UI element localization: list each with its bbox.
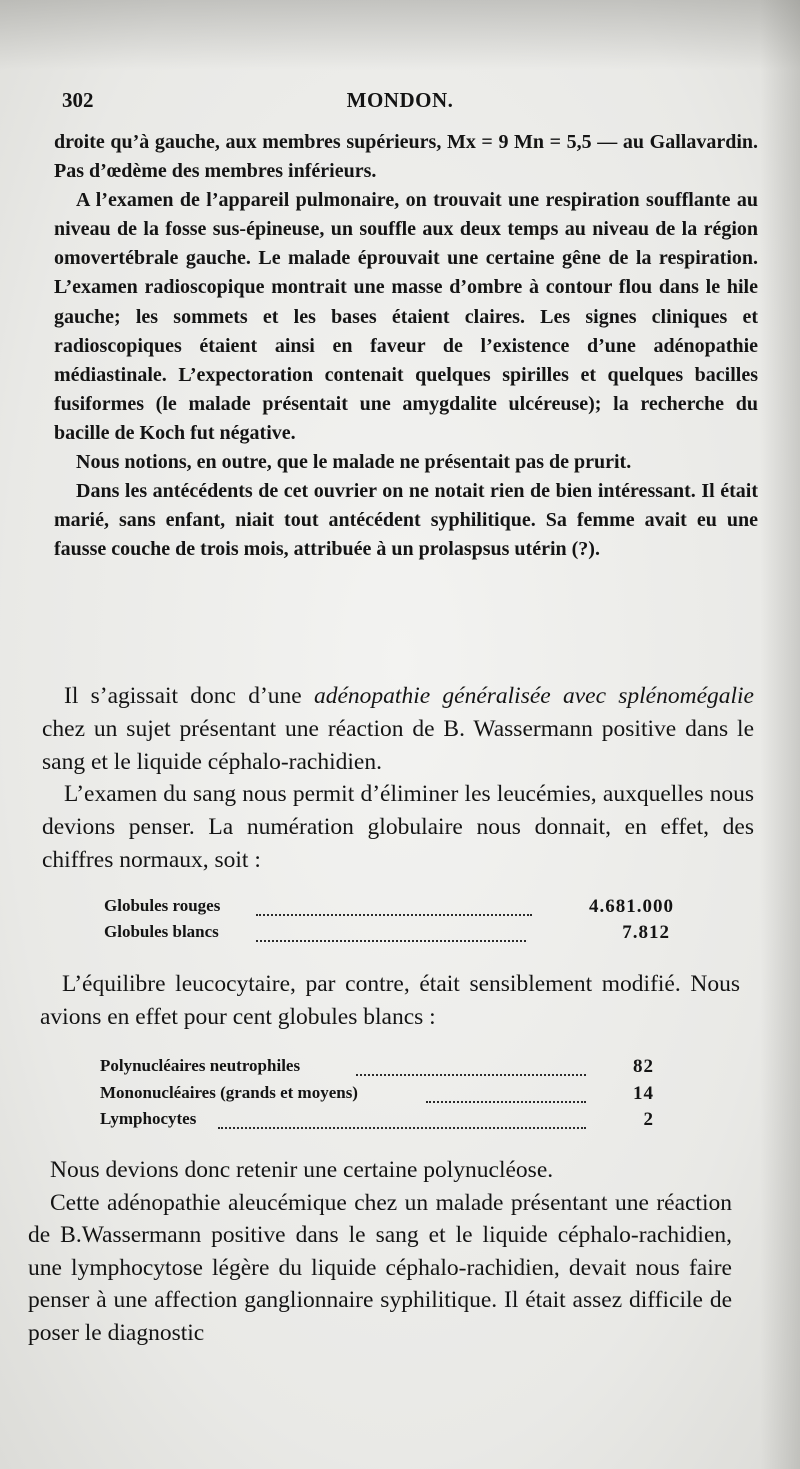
leader-dots <box>256 924 526 942</box>
table-row <box>104 922 674 948</box>
table-row <box>100 1056 660 1083</box>
page-number: 302 <box>62 88 94 112</box>
row-label: Polynucléaires neutrophiles <box>100 1056 301 1075</box>
row-label: Globules rouges <box>104 896 221 915</box>
text-run: chez un sujet présentant une réaction de B. Wassermann positive dans le sang et le liquide céphalo-rachidien. <box>42 715 754 775</box>
row-value: 2 <box>643 1109 654 1130</box>
table-row <box>100 1083 660 1110</box>
paragraph: L’équilibre leucocytaire, par contre, était sensiblement modifié. Nous avions en effet pour cent globules blancs : <box>40 971 740 1030</box>
paragraph: Dans les antécédents de cet ouvrier on ne notait rien de bien intéressant. Il était marié, sans enfant, niait tout antécédent syphilitique. Sa femme avait eu une fausse couche de trois mois, attribuée à un prolaspsus utérin (?). <box>54 480 758 561</box>
emphasized-diagnosis: adénopathie généralisée avec splénomégalie <box>313 683 754 709</box>
running-head: MONDON. <box>346 88 454 112</box>
conclusion-section <box>28 1154 732 1350</box>
paragraph: A l’examen de l’appareil pulmonaire, on trouvait une respiration soufflante au niveau de la fosse sus-épineuse, un souffle aux deux temps au niveau de la région omovertébrale gauche. Le malade éprouvait une certaine gêne de la respiration. L’examen radioscopique montrait une masse d’ombre à contour flou dans le hile gauche; les sommets et les bases étaient claires. Les signes cliniques et radioscopiques étaient ainsi en faveur de l’existence d’une adénopathie médiastinale. L’expectoration contenait quelques spirilles et quelques bacilles fusiformes (le malade présentait une amygdalite ulcéreuse); la recherche du bacille de Koch fut négative. <box>54 189 758 444</box>
discussion-section <box>42 680 754 877</box>
paragraph: Cette adénopathie aleucémique chez un malade présentant une réaction de B.Wassermann positive dans le sang et le liquide céphalo-rachidien, une lymphocytose légère du liquide céphalo-rachidien, devait nous faire penser à une affection ganglionnaire syphilitique. Il était assez difficile de poser le diagnostic <box>28 1189 732 1346</box>
paragraph: droite qu’à gauche, aux membres supérieurs, Mx = 9 Mn = 5,5 — au Gallavardin. Pas d’œdème des membres inférieurs. <box>54 131 758 183</box>
leader-dots <box>256 898 532 916</box>
leader-dots <box>218 1111 586 1129</box>
row-value: 7.812 <box>622 922 670 943</box>
paragraph: Nous devions donc retenir une certaine polynucléose. <box>50 1157 554 1183</box>
paragraph: Nous notions, en outre, que le malade ne présentait pas de prurit. <box>76 451 632 474</box>
paragraph: L’examen du sang nous permit d’éliminer les leucémies, auxquelles nous devions penser. La numération globulaire nous donnait, en effet, des chiffres normaux, soit : <box>42 781 754 873</box>
row-value: 82 <box>633 1056 654 1077</box>
row-label: Lymphocytes <box>100 1109 197 1128</box>
page-header <box>0 88 800 118</box>
row-value: 4.681.000 <box>589 896 674 917</box>
text-run: Il s’agissait donc d’une <box>64 683 314 709</box>
table-row <box>104 896 674 922</box>
table-row <box>100 1109 660 1136</box>
row-label: Globules blancs <box>104 922 219 941</box>
leukocyte-formula-table <box>100 1056 660 1136</box>
scan-shadow-top <box>0 0 800 70</box>
leader-dots <box>426 1085 586 1103</box>
case-description <box>54 128 758 564</box>
blood-count-table <box>104 896 674 948</box>
paragraph <box>42 680 754 778</box>
row-label: Mononucléaires (grands et moyens) <box>100 1082 358 1102</box>
row-value: 14 <box>633 1082 654 1104</box>
leader-dots <box>356 1058 586 1076</box>
scan-shadow-right <box>760 0 800 1469</box>
leukocyte-paragraph <box>40 968 740 1033</box>
